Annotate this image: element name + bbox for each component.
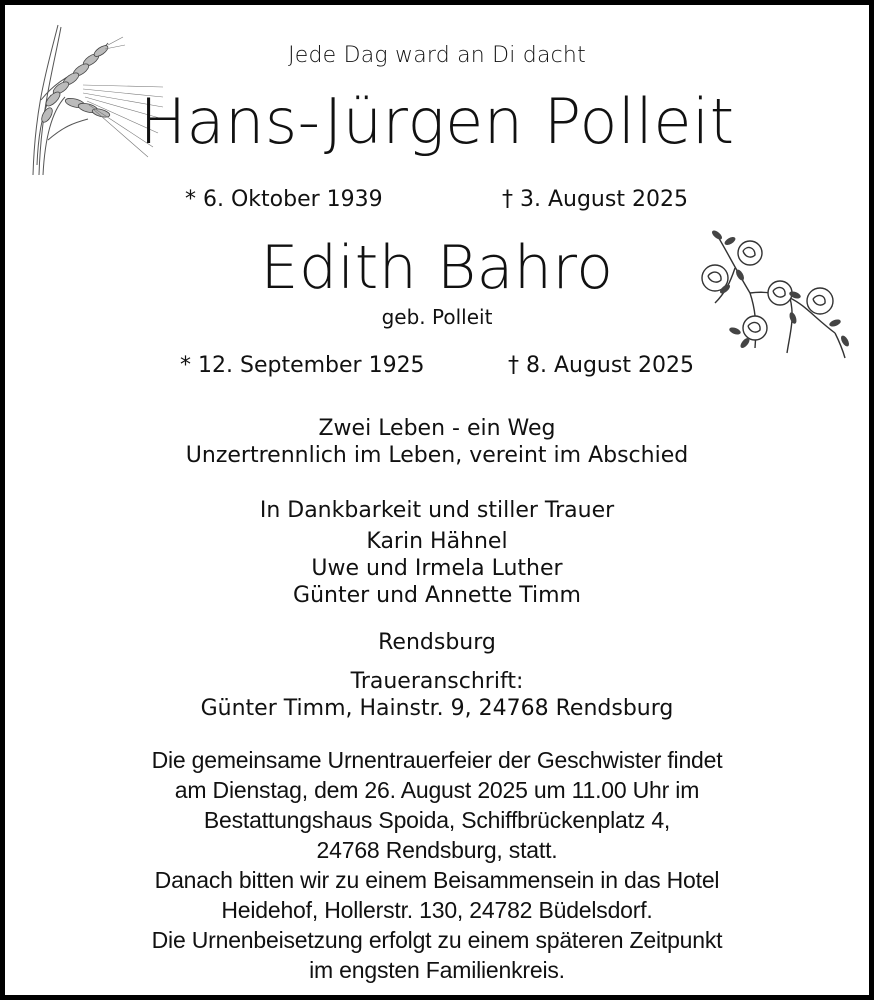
death-date-2: † 8. August 2025 — [508, 353, 694, 378]
mourning-address — [5, 668, 869, 722]
ceremony-line: Die gemeinsame Urnentrauerfeier der Geschwister findet — [151, 747, 723, 773]
verse-line: Unzertrennlich im Leben, vereint im Abschied — [185, 443, 689, 468]
verse — [5, 415, 869, 469]
motto: Jede Dag ward an Di dacht — [288, 43, 586, 68]
mourner-name: Uwe und Irmela Luther — [311, 556, 563, 581]
deceased-name-1: Hans-Jürgen Polleit — [139, 85, 735, 158]
death-date-1: † 3. August 2025 — [502, 187, 688, 212]
mourner-name: Günter und Annette Timm — [293, 583, 581, 608]
mourners — [5, 497, 869, 609]
maiden-name: geb. Polleit — [381, 305, 493, 329]
address-value: Günter Timm, Hainstr. 9, 24768 Rendsburg — [200, 696, 674, 721]
ceremony-line: Heidehof, Hollerstr. 130, 24782 Büdelsdorf. — [221, 897, 653, 923]
verse-line: Zwei Leben - ein Weg — [318, 416, 556, 441]
ceremony-line: am Dienstag, dem 26. August 2025 um 11.00 Uhr im — [174, 777, 700, 803]
mourner-name: Karin Hähnel — [366, 529, 508, 554]
address-label: Traueranschrift: — [350, 669, 524, 694]
ceremony-line: Danach bitten wir zu einem Beisammensein in das Hotel — [154, 867, 720, 893]
birth-date-2: * 12. September 1925 — [180, 353, 425, 378]
place: Rendsburg — [378, 630, 496, 655]
ceremony-info — [5, 745, 869, 985]
ceremony-line: im engsten Familienkreis. — [309, 957, 565, 983]
mourners-intro: In Dankbarkeit und stiller Trauer — [259, 498, 615, 523]
ceremony-line: Die Urnenbeisetzung erfolgt zu einem späteren Zeitpunkt — [151, 927, 723, 953]
ceremony-line: Bestattungshaus Spoida, Schiffbrückenplatz 4, — [203, 807, 671, 833]
ceremony-line: 24768 Rendsburg, statt. — [316, 837, 558, 863]
deceased-name-2: Edith Bahro — [260, 233, 614, 303]
birth-date-1: * 6. Oktober 1939 — [185, 187, 383, 212]
